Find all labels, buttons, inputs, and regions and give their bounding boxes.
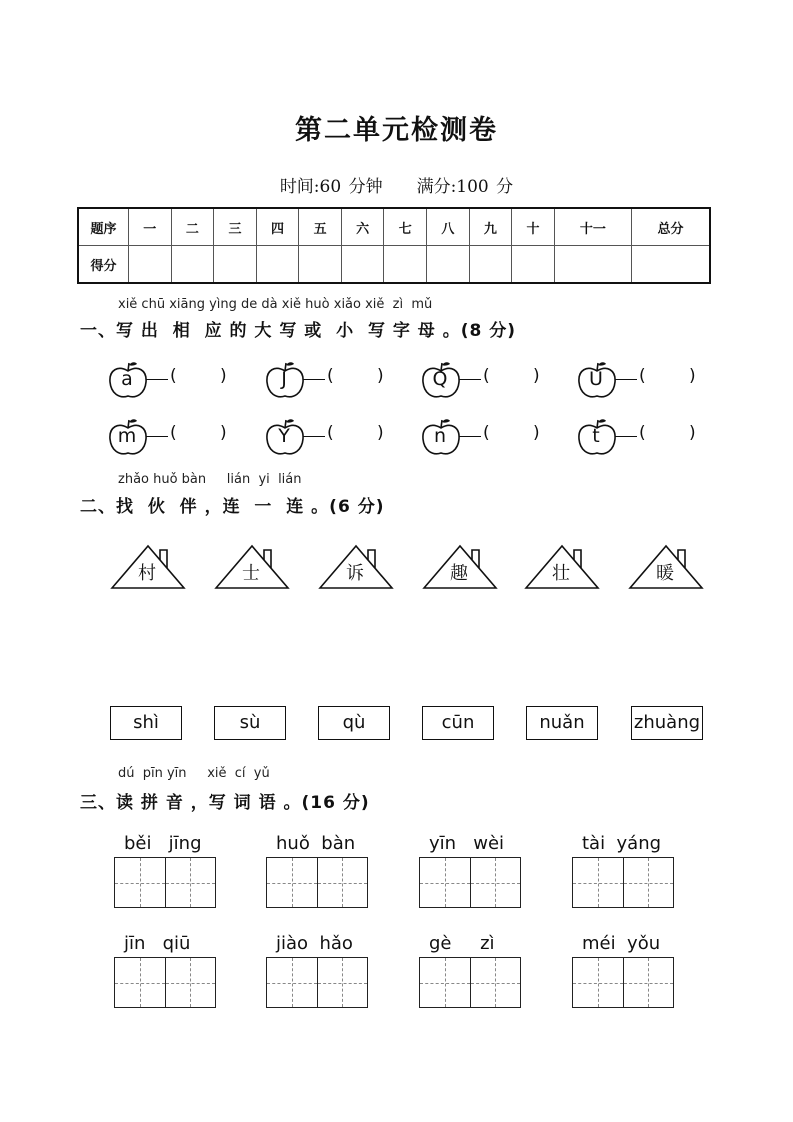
pinyin-box[interactable]: sù bbox=[214, 706, 286, 740]
column-label: 总分 bbox=[631, 208, 710, 246]
writing-cell[interactable] bbox=[165, 958, 216, 1007]
house-char-text: 士 bbox=[242, 563, 260, 584]
connector-dash bbox=[459, 379, 481, 380]
answer-blank[interactable] bbox=[493, 364, 531, 396]
writing-cell[interactable] bbox=[470, 958, 521, 1007]
score-table-header-row bbox=[78, 208, 710, 246]
answer-paren-open: ( bbox=[483, 366, 490, 386]
word-pinyin: běi jīng bbox=[124, 833, 202, 854]
apple-letter-item bbox=[577, 360, 707, 400]
header-label: 题序 bbox=[78, 208, 129, 246]
writing-cell[interactable] bbox=[165, 858, 216, 907]
writing-grid bbox=[419, 857, 521, 908]
writing-grid bbox=[266, 957, 368, 1008]
answer-blank[interactable] bbox=[180, 421, 218, 453]
answer-blank[interactable] bbox=[493, 421, 531, 453]
pinyin-box[interactable]: shì bbox=[110, 706, 182, 740]
writing-grid bbox=[419, 957, 521, 1008]
answer-paren-close: ) bbox=[220, 423, 227, 443]
word-pinyin: méi yǒu bbox=[582, 933, 661, 954]
answer-paren-close: ) bbox=[377, 366, 384, 386]
column-label: 四 bbox=[256, 208, 299, 246]
column-label: 十 bbox=[512, 208, 555, 246]
column-label: 六 bbox=[341, 208, 384, 246]
house-char-text: 诉 bbox=[346, 563, 364, 584]
house-char-text: 趣 bbox=[450, 563, 468, 584]
column-label: 一 bbox=[129, 208, 172, 246]
column-label: 七 bbox=[384, 208, 427, 246]
pinyin-box[interactable]: cūn bbox=[422, 706, 494, 740]
apple-letter-item bbox=[577, 417, 707, 457]
section1-pinyin: xiě chū xiāng yìng de dà xiě huò xiǎo xiě zì mǔ bbox=[118, 297, 433, 312]
answer-blank[interactable] bbox=[180, 364, 218, 396]
score-cell[interactable] bbox=[384, 246, 427, 284]
house-character[interactable] bbox=[110, 542, 186, 592]
apple-letter-item bbox=[265, 417, 395, 457]
score-cell[interactable] bbox=[631, 246, 710, 284]
writing-cell[interactable] bbox=[573, 958, 623, 1007]
connector-dash bbox=[615, 436, 637, 437]
answer-paren-open: ( bbox=[327, 423, 334, 443]
score-label: 得分 bbox=[78, 246, 129, 284]
writing-cell[interactable] bbox=[420, 858, 470, 907]
writing-grid bbox=[114, 857, 216, 908]
writing-cell[interactable] bbox=[317, 958, 368, 1007]
answer-paren-close: ) bbox=[220, 366, 227, 386]
connector-dash bbox=[146, 436, 168, 437]
section3-pinyin: dú pīn yīn xiě cí yǔ bbox=[118, 766, 270, 781]
apple-letter-item bbox=[265, 360, 395, 400]
answer-paren-open: ( bbox=[170, 423, 177, 443]
section1-title: 一、写 出 相 应 的 大 写 或 小 写 字 母 。(8 分) bbox=[80, 321, 516, 341]
house-character[interactable] bbox=[318, 542, 394, 592]
apple-letter: Q bbox=[432, 368, 448, 390]
time-limit: 时间:60 分钟 bbox=[279, 177, 383, 197]
word-pinyin: tài yáng bbox=[582, 833, 662, 854]
writing-cell[interactable] bbox=[623, 958, 674, 1007]
score-cell[interactable] bbox=[129, 246, 172, 284]
score-table bbox=[77, 207, 711, 284]
apple-letter: U bbox=[589, 368, 603, 390]
apple-letter: a bbox=[121, 368, 133, 390]
answer-paren-open: ( bbox=[639, 423, 646, 443]
answer-paren-close: ) bbox=[533, 366, 540, 386]
column-label: 三 bbox=[214, 208, 257, 246]
house-character[interactable] bbox=[214, 542, 290, 592]
column-label: 九 bbox=[469, 208, 512, 246]
full-score: 满分:100 分 bbox=[416, 177, 514, 197]
answer-paren-close: ) bbox=[377, 423, 384, 443]
writing-cell[interactable] bbox=[470, 858, 521, 907]
score-cell[interactable] bbox=[341, 246, 384, 284]
writing-grid bbox=[572, 957, 674, 1008]
house-char-text: 村 bbox=[138, 563, 156, 584]
apple-letter-item bbox=[421, 360, 551, 400]
writing-cell[interactable] bbox=[115, 858, 165, 907]
writing-cell[interactable] bbox=[267, 958, 317, 1007]
word-pinyin: jīn qiū bbox=[124, 933, 191, 954]
word-pinyin: huǒ bàn bbox=[276, 833, 356, 854]
house-char-text: 壮 bbox=[552, 563, 570, 584]
apple-letter: t bbox=[592, 425, 600, 447]
apple-letter: n bbox=[433, 425, 447, 447]
apple-letter: J bbox=[281, 368, 287, 390]
score-table-score-row bbox=[78, 246, 710, 284]
pinyin-box[interactable]: nuǎn bbox=[526, 706, 598, 740]
connector-dash bbox=[615, 379, 637, 380]
column-label: 五 bbox=[299, 208, 342, 246]
column-label: 二 bbox=[171, 208, 214, 246]
writing-cell[interactable] bbox=[573, 858, 623, 907]
writing-cell[interactable] bbox=[267, 858, 317, 907]
writing-grid bbox=[572, 857, 674, 908]
word-pinyin: yīn wèi bbox=[429, 833, 505, 854]
score-cell[interactable] bbox=[554, 246, 631, 284]
answer-blank[interactable] bbox=[649, 364, 687, 396]
connector-dash bbox=[303, 379, 325, 380]
word-pinyin: gè zì bbox=[429, 933, 495, 954]
score-cell[interactable] bbox=[214, 246, 257, 284]
writing-cell[interactable] bbox=[115, 958, 165, 1007]
score-cell[interactable] bbox=[469, 246, 512, 284]
word-pinyin: jiào hǎo bbox=[276, 933, 353, 954]
section2-pinyin: zhǎo huǒ bàn lián yi lián bbox=[118, 472, 302, 487]
connector-dash bbox=[146, 379, 168, 380]
score-cell[interactable] bbox=[171, 246, 214, 284]
house-character[interactable] bbox=[422, 542, 498, 592]
answer-paren-close: ) bbox=[689, 366, 696, 386]
score-cell[interactable] bbox=[512, 246, 555, 284]
writing-cell[interactable] bbox=[420, 958, 470, 1007]
apple-letter-item bbox=[421, 417, 551, 457]
answer-paren-open: ( bbox=[327, 366, 334, 386]
connector-dash bbox=[303, 436, 325, 437]
house-character[interactable] bbox=[524, 542, 600, 592]
section2-title: 二、找 伙 伴 ，连 一 连 。(6 分) bbox=[80, 497, 385, 517]
answer-paren-open: ( bbox=[170, 366, 177, 386]
pinyin-box[interactable]: qù bbox=[318, 706, 390, 740]
apple-letter-item bbox=[108, 417, 238, 457]
score-cell[interactable] bbox=[256, 246, 299, 284]
house-character[interactable] bbox=[628, 542, 704, 592]
answer-blank[interactable] bbox=[337, 364, 375, 396]
answer-paren-close: ) bbox=[689, 423, 696, 443]
answer-paren-close: ) bbox=[533, 423, 540, 443]
writing-grid bbox=[266, 857, 368, 908]
score-cell[interactable] bbox=[299, 246, 342, 284]
connector-dash bbox=[459, 436, 481, 437]
answer-paren-open: ( bbox=[639, 366, 646, 386]
section3-title: 三、读 拼 音 ，写 词 语 。(16 分) bbox=[80, 793, 370, 813]
score-cell[interactable] bbox=[427, 246, 470, 284]
house-char-text: 暖 bbox=[656, 563, 674, 584]
column-label: 八 bbox=[427, 208, 470, 246]
exam-info bbox=[0, 172, 793, 197]
page-title: 第二单元检测卷 bbox=[295, 115, 498, 146]
answer-paren-open: ( bbox=[483, 423, 490, 443]
answer-blank[interactable] bbox=[337, 421, 375, 453]
writing-cell[interactable] bbox=[317, 858, 368, 907]
column-label: 十一 bbox=[554, 208, 631, 246]
writing-grid bbox=[114, 957, 216, 1008]
pinyin-box[interactable]: zhuàng bbox=[631, 706, 703, 740]
apple-letter: m bbox=[117, 425, 137, 447]
apple-letter: Y bbox=[278, 425, 290, 447]
writing-cell[interactable] bbox=[623, 858, 674, 907]
answer-blank[interactable] bbox=[649, 421, 687, 453]
apple-letter-item bbox=[108, 360, 238, 400]
